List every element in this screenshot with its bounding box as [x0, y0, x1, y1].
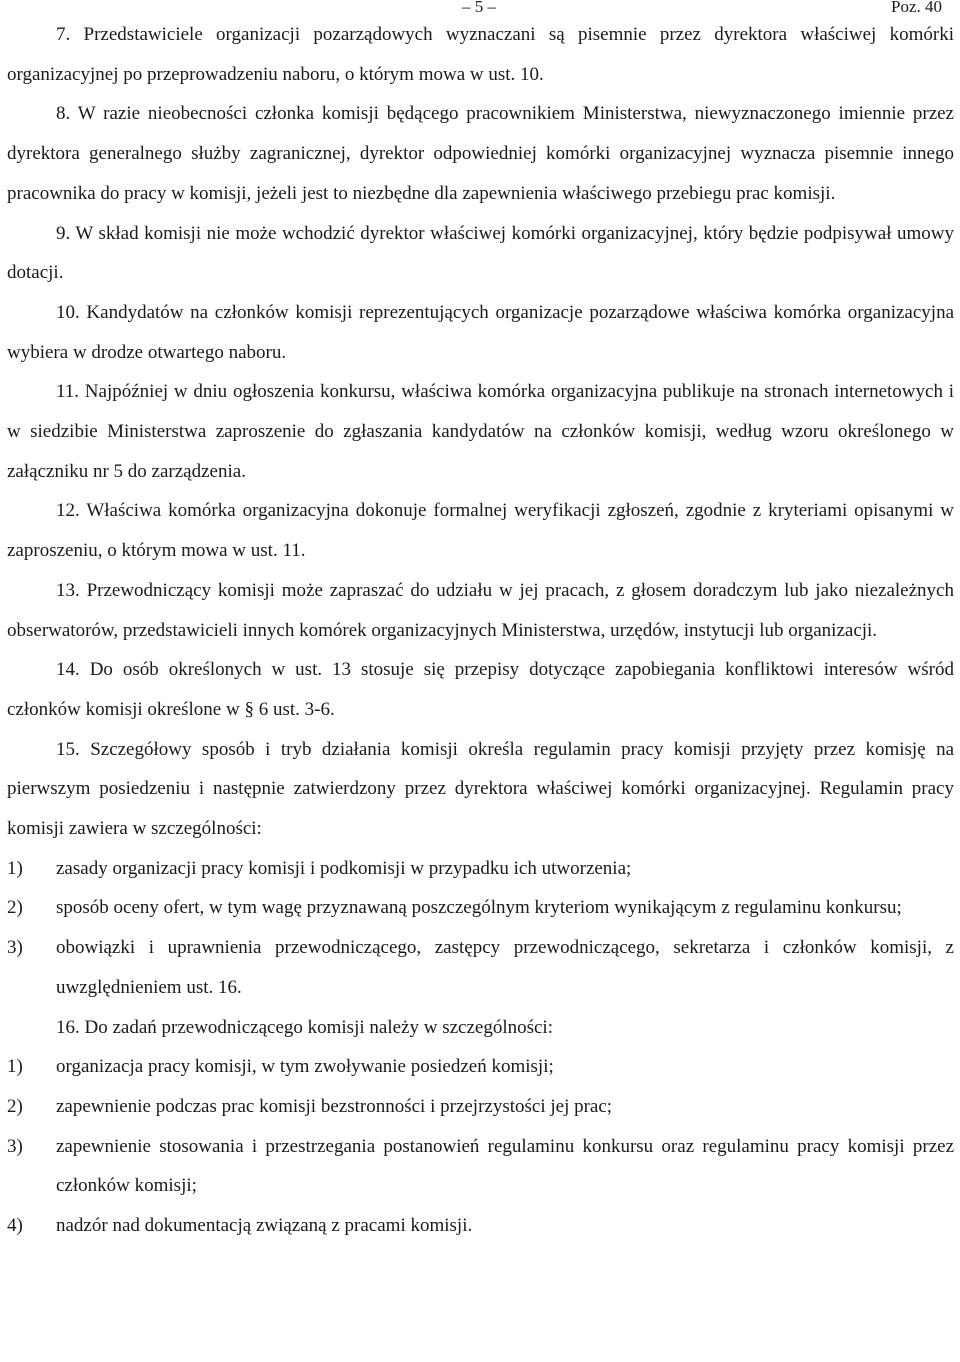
paragraph-12: 12. Właściwa komórka organizacyjna dokonuje formalnej weryfikacji zgłoszeń, zgodnie z kryteriami opisanymi w zaproszeniu, o którym mowa w ust. 11.: [7, 500, 954, 562]
list-item-number: 3): [7, 1135, 23, 1157]
paragraph-15: 15. Szczegółowy sposób i tryb działania komisji określa regulamin pracy komisji przyjęty przez komisję na pierwszym posiedzeniu i następnie zatwierdzony przez dyrektora właściwej komórki organizacyjnej. Regulamin pracy komisji zawiera w szczególności:: [7, 738, 954, 840]
list-item-text: nadzór nad dokumentacją związaną z pracami komisji.: [56, 1215, 473, 1237]
paragraph-13: 13. Przewodniczący komisji może zapraszać do udziału w jej pracach, z głosem doradczym lub jako niezależnych obserwatorów, przedstawicieli innych komórek organizacyjnych Ministerstwa, urzędów, instytucji lub organizacji.: [7, 579, 954, 641]
list-item: [7, 928, 954, 1007]
list-item-number: 2): [7, 1095, 23, 1117]
page-number: – 5 –: [462, 0, 496, 16]
list-item: [7, 1206, 954, 1246]
position-number: Poz. 40: [891, 0, 942, 16]
paragraph-14: 14. Do osób określonych w ust. 13 stosuje się przepisy dotyczące zapobiegania konfliktowi interesów wśród członków komisji określone w § 6 ust. 3-6.: [7, 659, 954, 720]
list-item-number: 1): [7, 1056, 23, 1078]
list-item: [7, 849, 954, 889]
list-item: [7, 1047, 954, 1087]
list-item-number: 1): [7, 857, 23, 879]
list-item-text: zapewnienie stosowania i przestrzegania postanowień regulaminu konkursu oraz regulaminu pracy komisji przez członków komisji;: [56, 1135, 954, 1197]
list-item-number: 2): [7, 897, 23, 919]
list-item-text: organizacja pracy komisji, w tym zwoływanie posiedzeń komisji;: [56, 1056, 554, 1078]
list-item-text: sposób oceny ofert, w tym wagę przyznawaną poszczególnym kryteriom wynikającym z regulaminu konkursu;: [56, 897, 902, 919]
paragraph-8: 8. W razie nieobecności członka komisji będącego pracownikiem Ministerstwa, niewyznaczonego imiennie przez dyrektora generalnego służby zagranicznej, dyrektor odpowiedniej komórki organizacyjnej wyznacza pisemnie innego pracownika do pracy w komisji, jeżeli jest to niezbędne dla zapewnienia właściwego przebiegu prac komisji.: [7, 103, 954, 204]
paragraph-9: 9. W skład komisji nie może wchodzić dyrektor właściwej komórki organizacyjnej, który będzie podpisywał umowy dotacji.: [7, 222, 954, 284]
list-item-text: zapewnienie podczas prac komisji bezstronności i przejrzystości jej prac;: [56, 1095, 613, 1117]
list-item-number: 3): [7, 937, 23, 959]
paragraph-10: 10. Kandydatów na członków komisji reprezentujących organizacje pozarządowe właściwa komórka organizacyjna wybiera w drodze otwartego naboru.: [7, 301, 954, 363]
document-body: [7, 15, 954, 1246]
paragraph-11: 11. Najpóźniej w dniu ogłoszenia konkursu, właściwa komórka organizacyjna publikuje na stronach internetowych i w siedzibie Ministerstwa zaproszenie do zgłaszania kandydatów na członków komisji, według wzoru określonego w załączniku nr 5 do zarządzenia.: [7, 381, 954, 482]
paragraph-16: 16. Do zadań przewodniczącego komisji należy w szczególności:: [56, 1016, 553, 1038]
list-item: [7, 1087, 954, 1127]
list-item: [7, 1127, 954, 1206]
list-item: [7, 888, 954, 928]
paragraph-7: 7. Przedstawiciele organizacji pozarządowych wyznaczani są pisemnie przez dyrektora właściwej komórki organizacyjnej po przeprowadzeniu naboru, o którym mowa w ust. 10.: [7, 24, 954, 85]
list-item-text: obowiązki i uprawnienia przewodniczącego, zastępcy przewodniczącego, sekretarza i członków komisji, z uwzględnieniem ust. 16.: [56, 937, 954, 998]
list-item-text: zasady organizacji pracy komisji i podkomisji w przypadku ich utworzenia;: [56, 857, 632, 879]
list-item-number: 4): [7, 1215, 23, 1237]
